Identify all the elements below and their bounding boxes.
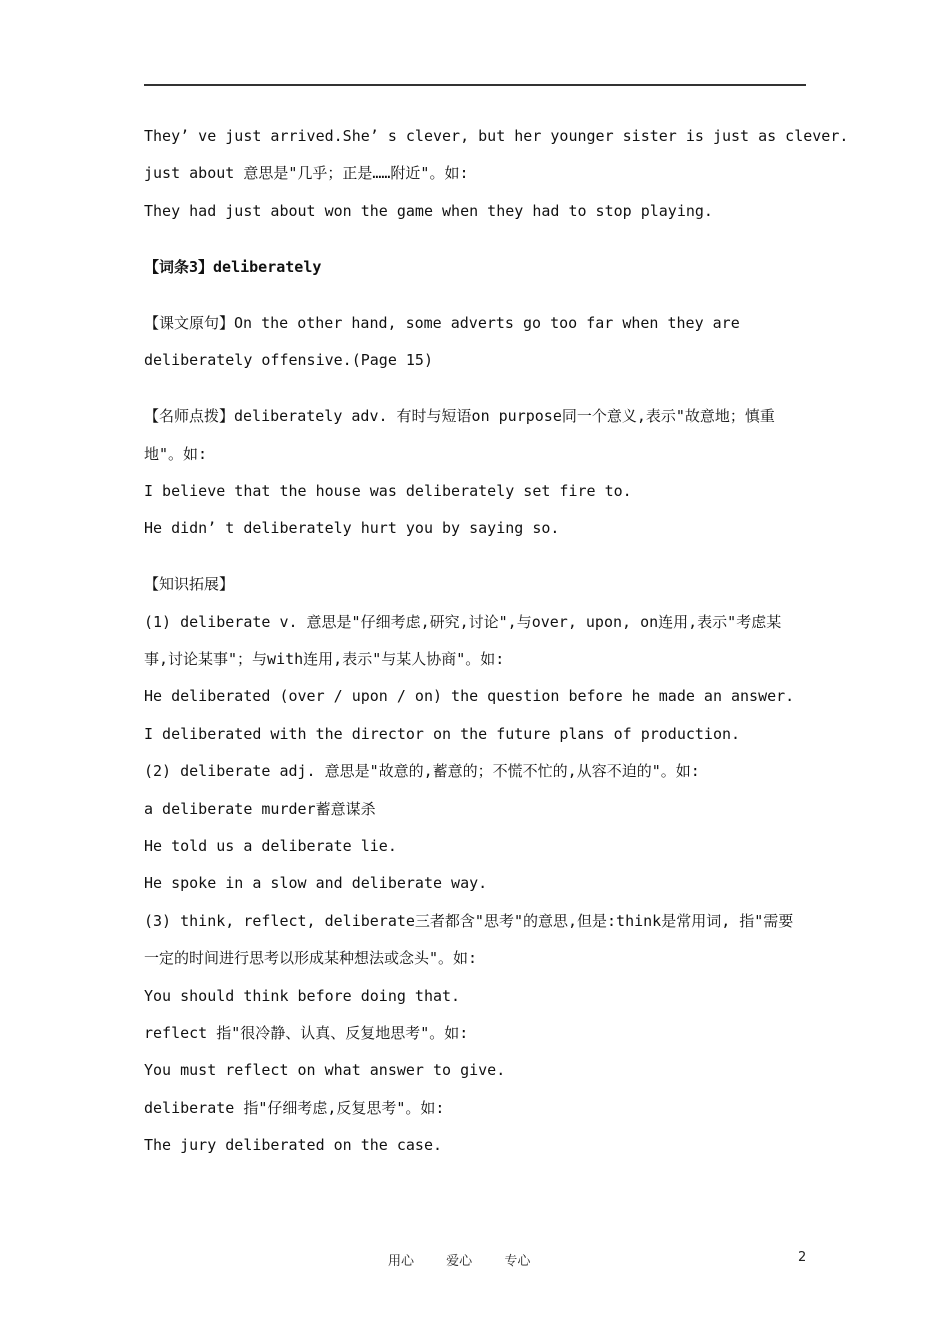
- text-line: a deliberate murder蓄意谋杀: [144, 799, 376, 818]
- footer-motto-item: 用心: [388, 1254, 415, 1269]
- text-line: (2) deliberate adj. 意思是"故意的,蓄意的；不慌不忙的,从容不迫的"。如:: [144, 762, 700, 781]
- paragraph-gap: [144, 286, 808, 305]
- section-heading: 【知识拓展】: [144, 575, 235, 594]
- document-body: [144, 118, 849, 1165]
- paragraph-gap: [144, 548, 808, 567]
- text-line: They had just about won the game when they had to stop playing.: [144, 201, 713, 220]
- text-line: 一定的时间进行思考以形成某种想法或念头"。如:: [144, 949, 478, 968]
- text-line: I believe that the house was deliberately set fire to.: [144, 481, 632, 500]
- footer-motto-item: 爱心: [446, 1254, 473, 1269]
- text-line: I deliberated with the director on the future plans of production.: [144, 724, 741, 743]
- page-footer: [0, 1246, 950, 1270]
- text-line: reflect 指"很冷静、认真、反复地思考"。如:: [144, 1023, 469, 1042]
- entry-heading: 【词条3】deliberately: [144, 257, 322, 276]
- paragraph-gap: [144, 230, 808, 249]
- text-line: 【名师点拨】deliberately adv. 有时与短语on purpose同一个意义,表示"故意地；慎重: [144, 407, 775, 426]
- text-line: He deliberated (over / upon / on) the question before he made an answer.: [144, 687, 795, 706]
- text-line: He didn’ t deliberately hurt you by saying so.: [144, 519, 560, 538]
- text-line: deliberately offensive.(Page 15): [144, 351, 433, 370]
- text-line: (3) think, reflect, deliberate三者都含"思考"的意思,但是:think是常用词, 指"需要: [144, 911, 794, 930]
- paragraph-gap: [144, 380, 808, 399]
- text-line: deliberate 指"仔细考虑,反复思考"。如:: [144, 1098, 445, 1117]
- text-line: The jury deliberated on the case.: [144, 1136, 443, 1155]
- page-number: 2: [798, 1250, 807, 1265]
- header-rule: [144, 84, 806, 86]
- text-line: They’ ve just arrived.She’ s clever, but her younger sister is just as clever.: [144, 127, 849, 145]
- text-line: 地"。如:: [144, 444, 208, 463]
- text-line: You must reflect on what answer to give.: [144, 1061, 506, 1080]
- text-line: You should think before doing that.: [144, 986, 461, 1005]
- text-line: (1) deliberate v. 意思是"仔细考虑,研究,讨论",与over, upon, on连用,表示"考虑某: [144, 612, 782, 631]
- text-line: He told us a deliberate lie.: [144, 837, 397, 856]
- text-line: just about 意思是"几乎；正是……附近"。如:: [144, 164, 469, 183]
- text-line: He spoke in a slow and deliberate way.: [144, 874, 488, 893]
- text-line: 事,讨论某事"；与with连用,表示"与某人协商"。如:: [144, 650, 505, 669]
- footer-motto: [388, 1250, 558, 1269]
- footer-motto-item: 专心: [504, 1254, 531, 1269]
- text-line: 【课文原句】On the other hand, some adverts go too far when they are: [144, 313, 740, 332]
